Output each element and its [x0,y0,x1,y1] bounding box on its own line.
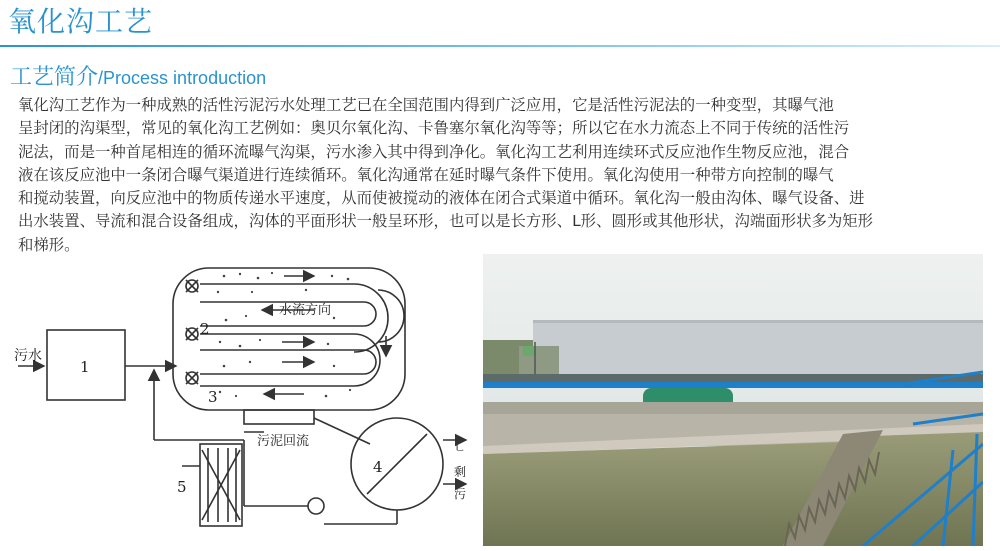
section-heading-en: Process introduction [103,68,267,88]
intro-line: 氧化沟工艺作为一种成熟的活性污泥污水处理工艺已在全国范围内得到广泛应用，它是活性污泥法的一种变型，其曝气池 [18,96,834,114]
intro-line: 和梯形。 [18,235,80,254]
plant-photo-svg [483,254,983,546]
label-inflow: 污水 [14,348,42,364]
label-unit-4: 4 [373,458,383,476]
page-title: 氧化沟工艺 [8,5,154,38]
intro-paragraph [18,94,993,257]
label-edge-right-mid: 剩 [454,465,467,479]
label-edge-right-top: ㄴ [454,441,466,455]
label-flow-direction: 水流方向 [279,303,332,318]
section-heading-cn: 工艺简介 [10,65,99,90]
plant-photo [483,254,983,546]
intro-line: 泥法，而是一种首尾相连的循环流曝气沟渠，污水渗入其中得到净化。氧化沟工艺利用连续环式反应池作生物反应池，混合 [18,142,850,161]
diagram-svg [14,262,480,550]
label-unit-5: 5 [177,478,187,496]
intro-line: 出水装置、导流和混合设备组成，沟体的平面形状一般呈环形，也可以是长方形、L形、圆形或其他形状，沟端面形状多为矩形 [18,212,874,231]
intro-line: 液在该反应池中一条闭合曝气渠道进行连续循环。氧化沟通常在延时曝气条件下使用。氧化沟使用一种带方向控制的曝气 [18,165,834,184]
intro-line: 呈封闭的沟渠型，常见的氧化沟工艺例如：奥贝尔氧化沟、卡鲁塞尔氧化沟等等；所以它在水力流态上不同于传统的活性污 [18,119,850,138]
section-heading [10,60,266,88]
intro-line: 和搅动装置，向反应池中的物质传递水平速度，从而使被搅动的液体在闭合式渠道中循环。氧化沟一般由沟体、曝气设备、进 [18,189,865,208]
section-heading-separator: / [98,68,104,88]
oxidation-ditch-diagram [14,262,480,550]
label-sludge-return: 污泥回流 [257,434,310,449]
label-unit-2: 2 [200,320,210,338]
label-edge-right-bottom: 污 [454,487,467,501]
label-unit-3: 3 [208,388,218,406]
ditch-outlet [244,410,314,424]
label-unit-1: 1 [80,358,90,376]
title-divider [0,45,1000,47]
